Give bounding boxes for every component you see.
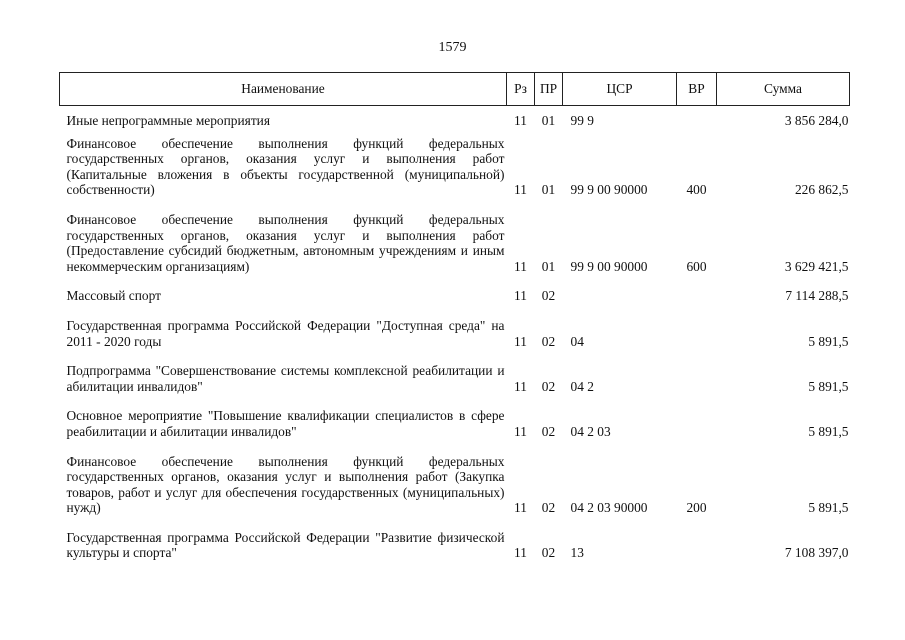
cell-pr: 02 (541, 500, 556, 516)
header-sum: Сумма (717, 73, 850, 106)
cell-rz: 11 (514, 113, 527, 128)
cell-vr (677, 401, 717, 446)
cell-name: Основное мероприятие "Повышение квалификации специалистов в сфере реабилитации и абилитации инвалидов" (66, 408, 505, 439)
cell-sum: 7 108 397,0 (784, 545, 849, 561)
table-row (60, 205, 850, 281)
cell-pr: 02 (541, 288, 556, 304)
cell-rz: 11 (514, 500, 527, 516)
cell-pr: 01 (541, 113, 556, 128)
cell-csr: 04 2 03 90000 (570, 500, 648, 516)
cell-name: Финансовое обеспечение выполнения функций федеральных государственных органов, оказания услуг и выполнения работ (Закупка товаров, работ и услуг для обеспечения государственных (муниципальных) нужд) (66, 453, 505, 516)
cell-vr: 600 (686, 258, 707, 274)
header-pr: ПР (535, 73, 563, 106)
table-row (60, 106, 850, 129)
cell-csr: 04 2 03 (570, 423, 611, 439)
cell-rz: 11 (514, 182, 527, 198)
cell-rz: 11 (514, 423, 527, 439)
cell-csr (563, 281, 677, 311)
cell-name: Подпрограмма "Совершенствование системы комплексной реабилитации и абилитации инвалидов" (66, 363, 505, 394)
cell-rz: 11 (514, 378, 527, 394)
cell-rz: 11 (514, 333, 527, 349)
cell-sum: 5 891,5 (808, 333, 849, 349)
cell-sum: 3 856 284,0 (784, 113, 849, 128)
cell-sum: 5 891,5 (808, 500, 849, 516)
cell-pr: 02 (541, 545, 556, 561)
cell-sum: 5 891,5 (808, 378, 849, 394)
table-row (60, 447, 850, 523)
cell-csr: 13 (570, 545, 584, 561)
budget-table (59, 72, 850, 568)
cell-pr: 01 (541, 182, 556, 198)
cell-csr: 04 2 (570, 378, 594, 394)
cell-name: Иные непрограммные мероприятия (66, 113, 270, 128)
cell-pr: 02 (541, 378, 556, 394)
cell-pr: 01 (541, 258, 556, 274)
table-row (60, 129, 850, 205)
page-number: 1579 (438, 40, 467, 55)
header-csr: ЦСР (563, 73, 677, 106)
cell-sum: 226 862,5 (794, 182, 849, 198)
table-header (60, 73, 850, 106)
cell-vr (677, 356, 717, 401)
table-body (60, 106, 850, 569)
cell-rz: 11 (514, 258, 527, 274)
cell-name: Массовый спорт (66, 288, 161, 304)
cell-rz: 11 (514, 288, 527, 304)
cell-csr: 99 9 00 90000 (570, 258, 648, 274)
cell-pr: 02 (541, 423, 556, 439)
header-vr: ВР (677, 73, 717, 106)
table-row (60, 281, 850, 311)
cell-vr: 400 (686, 182, 707, 198)
cell-csr: 99 9 (570, 113, 594, 128)
cell-vr: 200 (686, 500, 707, 516)
cell-csr: 04 (570, 333, 584, 349)
cell-name: Государственная программа Российской Федерации "Развитие физической культуры и спорта" (66, 529, 505, 561)
cell-name: Финансовое обеспечение выполнения функций федеральных государственных органов, оказания услуг и выполнения работ (Предоставление субсидий бюджетным, автономным учреждениям и иным некоммерческим организациям) (66, 211, 505, 274)
cell-sum: 7 114 288,5 (785, 288, 849, 304)
table-row (60, 523, 850, 568)
header-name: Наименование (60, 73, 507, 106)
cell-pr: 02 (541, 333, 556, 349)
header-row (60, 73, 850, 106)
cell-name: Финансовое обеспечение выполнения функций федеральных государственных органов, оказания услуг и выполнения работ (Капитальные вложения в объекты государственной (муниципальной) собственности) (66, 135, 505, 198)
cell-vr (677, 311, 717, 356)
cell-sum: 5 891,5 (808, 423, 849, 439)
cell-sum: 3 629 421,5 (784, 258, 849, 274)
cell-rz: 11 (514, 545, 527, 561)
header-rz: Рз (507, 73, 535, 106)
table-row (60, 356, 850, 401)
cell-vr (677, 281, 717, 311)
table-row (60, 311, 850, 356)
cell-vr (677, 523, 717, 568)
cell-vr (677, 106, 717, 129)
table-row (60, 401, 850, 446)
cell-name: Государственная программа Российской Федерации "Доступная среда" на 2011 - 2020 годы (66, 317, 505, 349)
cell-csr: 99 9 00 90000 (570, 182, 648, 198)
